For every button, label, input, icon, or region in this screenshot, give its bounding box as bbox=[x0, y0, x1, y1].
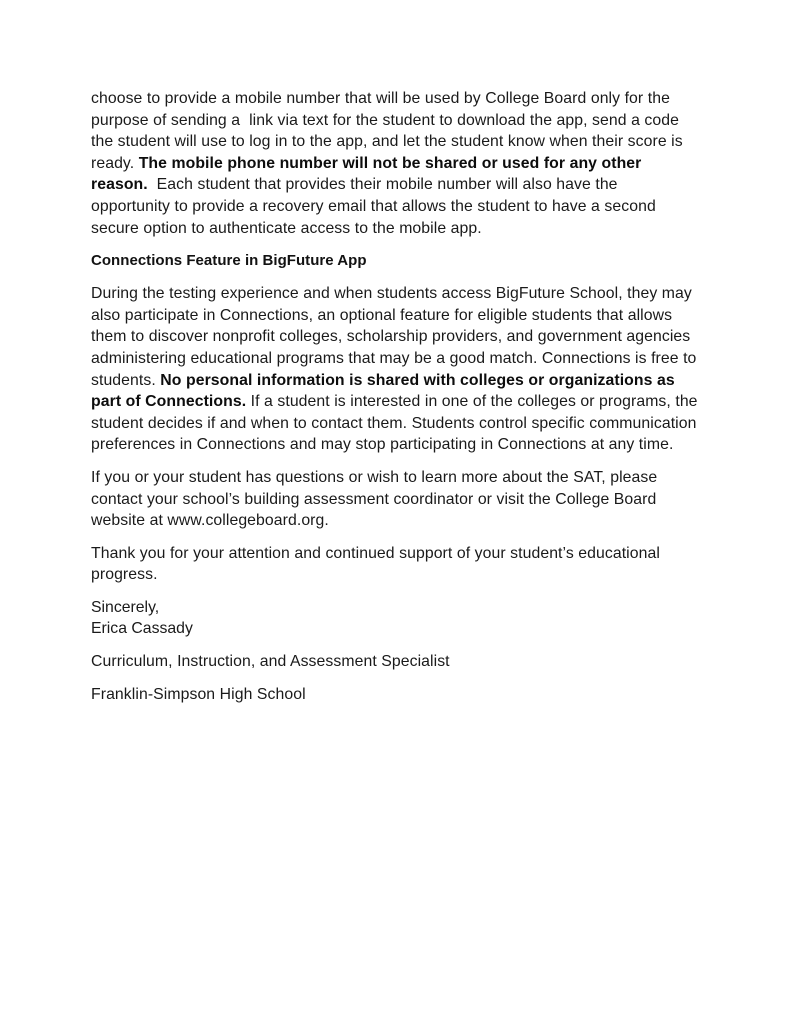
paragraph-mobile-number-text-after-bold: Each student that provides their mobile number will also have the opportunity to provide a recovery email that allows the student to have a second secure option to authenticate access to the mobile app. bbox=[91, 176, 661, 237]
paragraph-connections-bold-emphasis: No personal information is shared with colleges or organizations as part of Connections. bbox=[91, 371, 680, 411]
paragraph-contact-information: If you or your student has questions or wish to learn more about the SAT, please contact your school’s building assessment coordinator or visit the College Board website at www.collegeboard.org. bbox=[91, 468, 662, 530]
signature-name: Erica Cassady bbox=[91, 620, 193, 638]
document-text-body bbox=[91, 88, 703, 705]
paragraph-thank-you: Thank you for your attention and continued support of your student’s educational progress. bbox=[91, 544, 665, 584]
paragraph-connections-text-before-bold: During the testing experience and when students access BigFuture School, they may also participate in Connections, an optional feature for eligible students that allows them to discover nonprofit colleges, scholarship providers, and government agencies administering educational programs that may be a good match. Connections is free to students. bbox=[91, 285, 701, 389]
paragraph-mobile-number-bold-emphasis: The mobile phone number will not be shared or used for any other reason. bbox=[91, 154, 646, 194]
paragraph-connections-text-after-bold: If a student is interested in one of the colleges or programs, the student decides if and when to contact them. Students control specific communication preferences in Connections and may stop participating in Connections at any time. bbox=[91, 393, 703, 454]
signature-closing: Sincerely, bbox=[91, 598, 160, 616]
section-heading-connections-feature: Connections Feature in BigFuture App bbox=[91, 252, 367, 270]
signature-job-title: Curriculum, Instruction, and Assessment Specialist bbox=[91, 653, 450, 671]
signature-block bbox=[91, 597, 699, 640]
paragraph-connections-description bbox=[91, 283, 703, 456]
paragraph-mobile-number bbox=[91, 88, 699, 239]
signature-organization: Franklin-Simpson High School bbox=[91, 685, 306, 703]
paragraph-mobile-number-text-before-bold: choose to provide a mobile number that will be used by College Board only for the purpose of sending a link via text for the student to download the app, send a code the student will use to log in to the app, and let the student know when their score is ready. bbox=[91, 90, 688, 172]
